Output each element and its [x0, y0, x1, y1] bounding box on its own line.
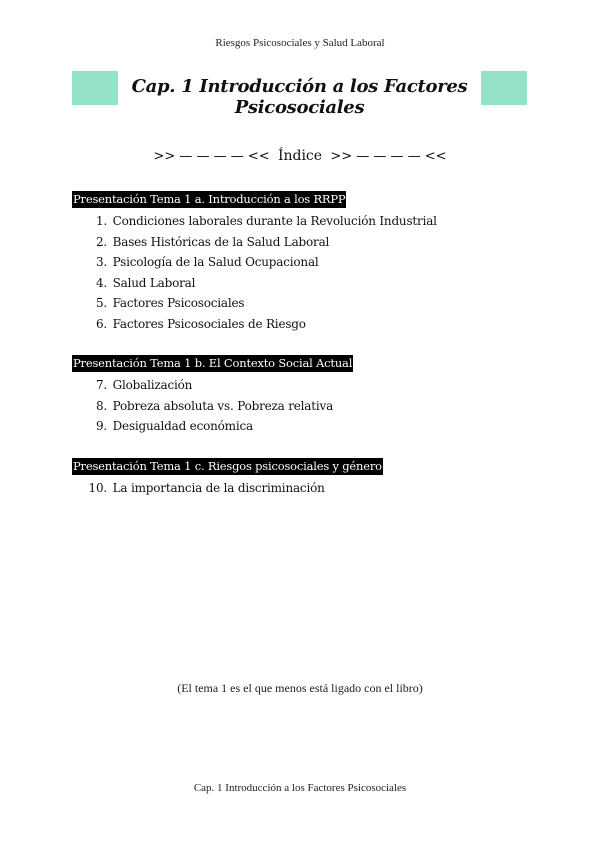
- list-item: [72, 375, 542, 396]
- item-number: 8.: [95, 398, 107, 413]
- item-number: 5.: [95, 296, 107, 310]
- section-heading: Presentación Tema 1 a. Introducción a los RRPP: [73, 192, 346, 206]
- index-deco-right: >> — — — — <<: [330, 149, 447, 164]
- index-deco-left: >> — — — — <<: [153, 149, 270, 164]
- item-text: Factores Psicosociales: [112, 296, 245, 310]
- section-tema-1c: [72, 457, 542, 499]
- item-number: 6.: [95, 316, 107, 331]
- item-text: Pobreza absoluta vs. Pobreza relativa: [112, 398, 334, 413]
- item-number: 4.: [95, 275, 107, 290]
- item-number: 3.: [95, 255, 107, 269]
- list-item: [72, 293, 542, 314]
- item-number: 9.: [95, 419, 107, 433]
- list-item: [72, 273, 542, 294]
- item-number: 10.: [88, 481, 107, 495]
- item-text: Salud Laboral: [112, 275, 196, 290]
- list-item: [72, 478, 542, 499]
- list-item: [72, 314, 542, 335]
- list-item: [72, 232, 542, 253]
- item-text: Globalización: [112, 378, 193, 392]
- section-item-list: [72, 375, 542, 437]
- section-item-list: [72, 211, 542, 334]
- item-text: Psicología de la Salud Ocupacional: [112, 255, 319, 269]
- item-text: La importancia de la discriminación: [112, 481, 325, 495]
- item-text: Bases Históricas de la Salud Laboral: [112, 234, 330, 249]
- item-number: 2.: [95, 234, 107, 249]
- section-heading: Presentación Tema 1 c. Riesgos psicosociales y género: [73, 459, 382, 473]
- running-footer: Cap. 1 Introducción a los Factores Psicosociales: [193, 782, 407, 794]
- index-heading: [0, 148, 600, 164]
- list-item: [72, 416, 542, 437]
- item-text: Desigualdad económica: [112, 419, 253, 433]
- item-number: 1.: [95, 214, 107, 228]
- item-number: 7.: [95, 378, 107, 392]
- item-text: Condiciones laborales durante la Revolución Industrial: [112, 214, 437, 228]
- footnote-remark: (El tema 1 es el que menos está ligado con el libro): [177, 681, 423, 695]
- item-text: Factores Psicosociales de Riesgo: [112, 316, 306, 331]
- list-item: [72, 211, 542, 232]
- section-tema-1b: [72, 354, 542, 437]
- index-word: Índice: [277, 148, 323, 164]
- section-heading: Presentación Tema 1 b. El Contexto Social Actual: [73, 356, 353, 370]
- section-item-list: [72, 478, 542, 499]
- section-tema-1a: [72, 190, 542, 334]
- list-item: [72, 252, 542, 273]
- chapter-title: Cap. 1 Introducción a los Factores Psicosociales: [131, 76, 468, 118]
- list-item: [72, 396, 542, 417]
- running-header: Riesgos Psicosociales y Salud Laboral: [215, 37, 385, 49]
- chapter-title-banner: [72, 71, 527, 118]
